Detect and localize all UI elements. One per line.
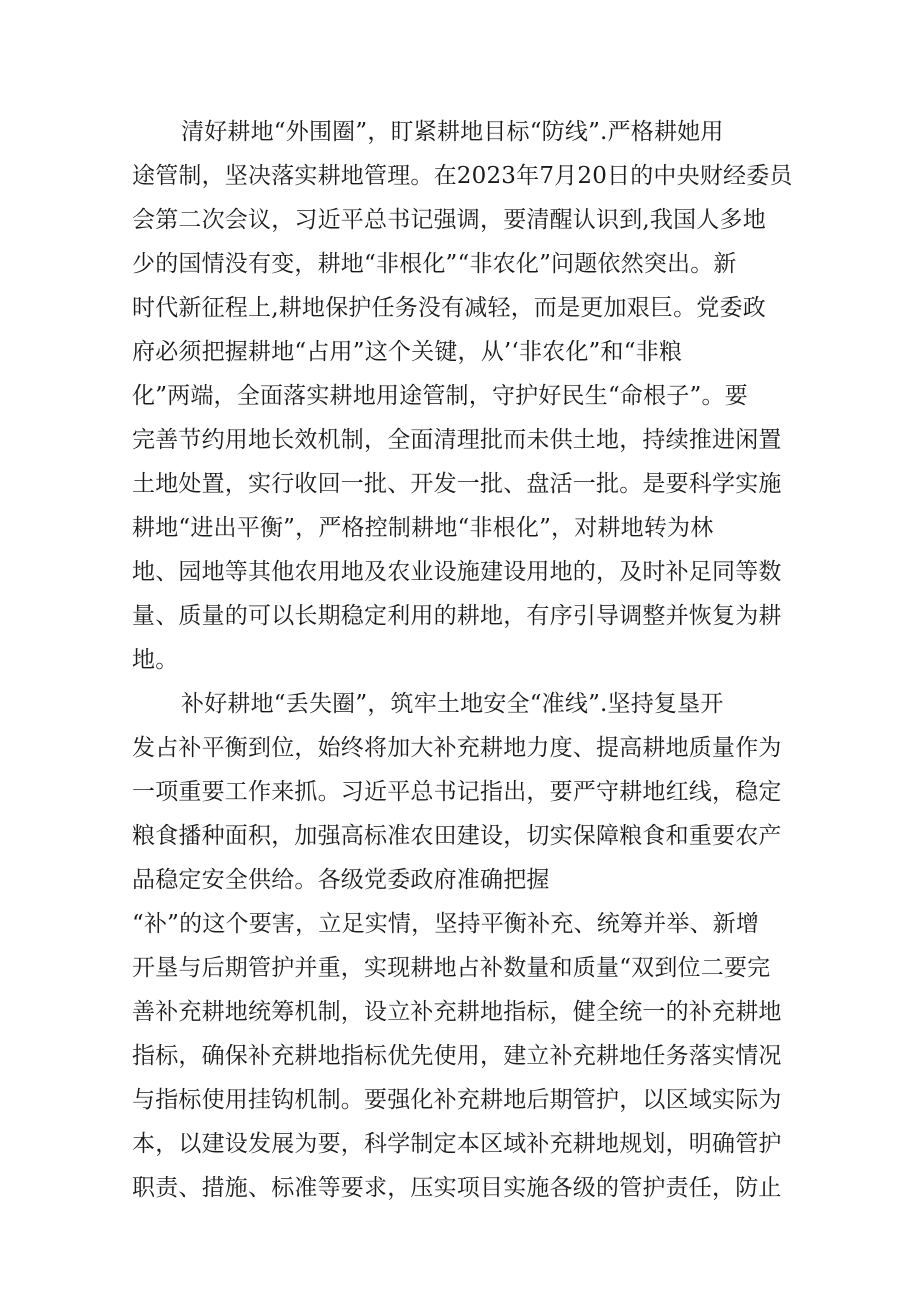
text-line: 粮食播种面积，加强高标准农田建设，切实保障粮食和重要农产 <box>132 823 782 849</box>
text-line: 时代新征程上,耕地保护任务没有减轻，而是更加艰巨。党委政 <box>132 295 766 321</box>
text-line: 地。 <box>132 647 179 673</box>
text-line: 与指标使用挂钩机制。要强化补充耕地后期管护，以区域实际为 <box>132 1087 782 1113</box>
text-line: 本，以建设发展为要，科学制定本区域补充耕地规划，明确管护 <box>132 1131 782 1157</box>
text-line: 职责、措施、标准等要求，压实项目实施各级的管护责任，防止 <box>132 1175 782 1201</box>
text-line: 化”两端，全面落实耕地用途管制，守护好民生“命根子”。要 <box>132 383 748 409</box>
text-line: 地、园地等其他农用地及农业设施建设用地的，及时补足同等数 <box>132 559 782 585</box>
text-line: 完善节约用地长效机制，全面清理批而未供土地，持续推进闲置 <box>132 427 782 453</box>
text-line: 量、质量的可以长期稳定利用的耕地，有序引导调整并恢复为耕 <box>132 603 782 629</box>
text-line: 土地处置，实行收回一批、开发一批、盘活一批。是要科学实施 <box>132 471 782 497</box>
text-line: 一项重要工作来抓。习近平总书记指出，要严守耕地红线，稳定 <box>132 779 782 805</box>
text-line: 善补充耕地统筹机制，设立补充耕地指标，健全统一的补充耕地 <box>132 999 782 1025</box>
text-line: 府必须把握耕地“占用”这个关键，从’‘非农化”和“非粮 <box>132 339 683 365</box>
text-line: 补好耕地“丢失圈”，筑牢土地安全“准线”.坚持复垦开 <box>181 691 724 717</box>
text-line: 会第二次会议，习近平总书记强调，要清醒认识到,我国人多地 <box>132 207 766 233</box>
text-line: 途管制，坚决落实耕地管理。在2023年7月20日的中央财经委员 <box>132 163 793 189</box>
text-line: “补”的这个要害，立足实情，坚持平衡补充、统筹并举、新增 <box>132 911 760 937</box>
text-line: 发占补平衡到位，始终将加大补充耕地力度、提高耕地质量作为 <box>132 735 782 761</box>
text-line: 清好耕地“外围圈”，盯紧耕地目标“防线”.严格耕她用 <box>181 119 724 145</box>
text-line: 耕地“进出平衡”，严格控制耕地“非根化”，对耕地转为林 <box>132 515 714 541</box>
text-line: 少的国情没有变，耕地“非根化”“非农化”问题依然突出。新 <box>132 251 737 277</box>
text-line: 指标，确保补充耕地指标优先使用，建立补充耕地任务落实情况 <box>132 1043 782 1069</box>
text-line: 品稳定安全供给。各级党委政府准确把握 <box>132 867 550 893</box>
text-line: 开垦与后期管护并重，实现耕地占补数量和质量“双到位二要完 <box>132 955 771 981</box>
